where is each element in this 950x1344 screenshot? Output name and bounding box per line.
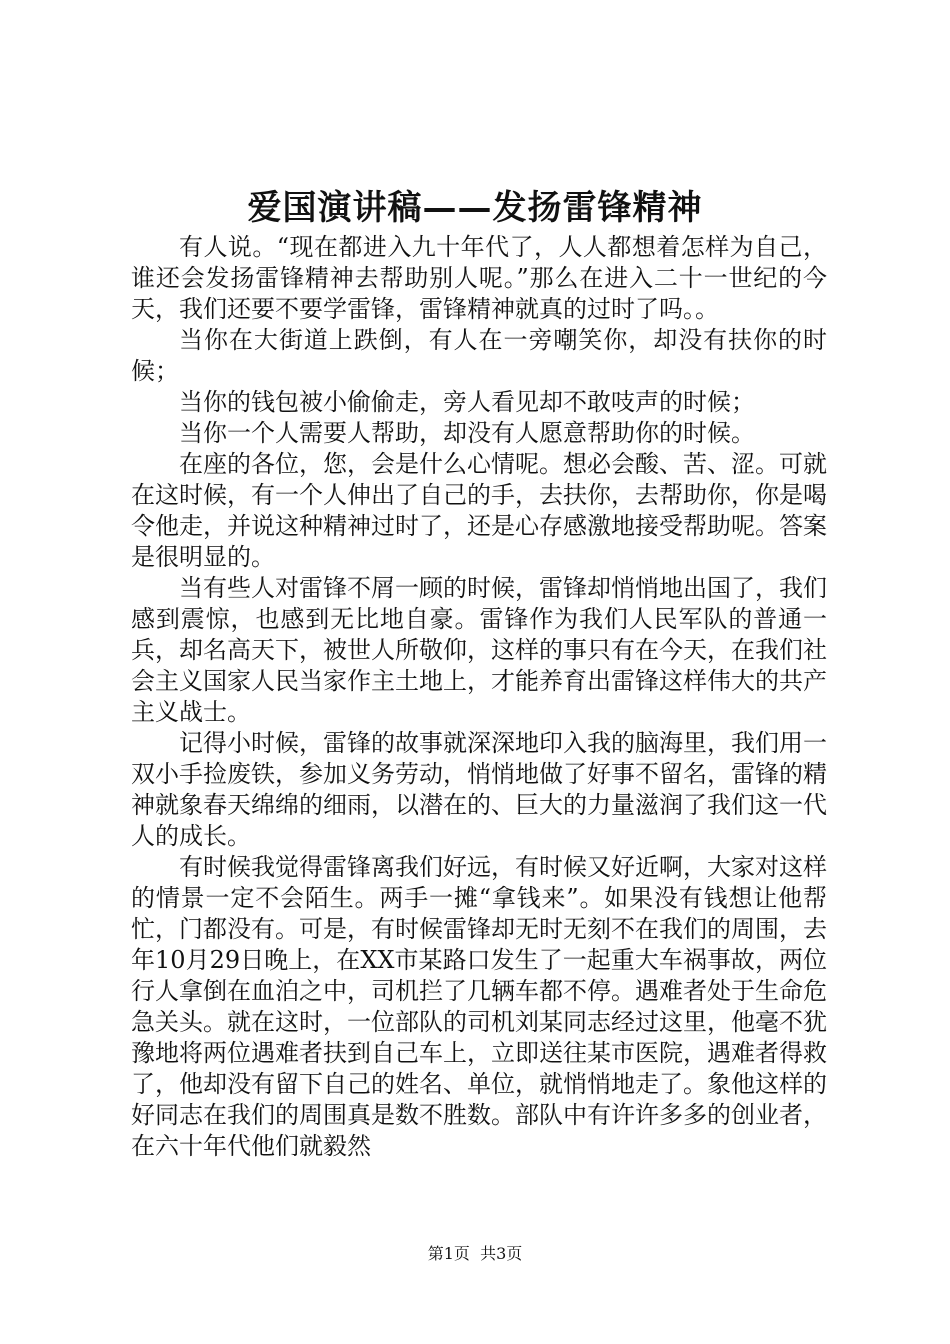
document-body	[131, 232, 827, 1162]
document-title: 爱国演讲稿——发扬雷锋精神	[247, 188, 703, 228]
footer-separator	[470, 1244, 480, 1263]
paragraph-1: 有人说。“现在都进入九十年代了，人人都想着怎样为自己，谁还会发扬雷锋精神去帮助别人呢。”那么在进入二十一世纪的今天，我们还要不要学雷锋，雷锋精神就真的过时了吗。。	[131, 233, 827, 323]
page-number-total: 共3页	[480, 1244, 523, 1263]
paragraph-7: 记得小时候，雷锋的故事就深深地印入我的脑海里，我们用一双小手捡废铁，参加义务劳动，悄悄地做了好事不留名，雷锋的精神就象春天绵绵的细雨，以潜在的、巨大的力量滋润了我们这一代人的成长。	[131, 729, 827, 850]
paragraph-5: 在座的各位，您，会是什么心情呢。想必会酸、苦、涩。可就在这时候，有一个人伸出了自己的手，去扶你，去帮助你，你是喝令他走，并说这种精神过时了，还是心存感激地接受帮助呢。答案是很明显的。	[131, 450, 827, 571]
paragraph-4: 当你一个人需要人帮助，却没有人愿意帮助你的时候。	[179, 419, 755, 447]
page-number-current: 第1页	[427, 1244, 470, 1263]
paragraph-8: 有时候我觉得雷锋离我们好远，有时候又好近啊，大家对这样的情景一定不会陌生。两手一摊“拿钱来”。如果没有钱想让他帮忙，门都没有。可是，有时候雷锋却无时无刻不在我们的周围，去年10月29日晚上，在XX市某路口发生了一起重大车祸事故，两位行人拿倒在血泊之中，司机拦了几辆车都不停。遇难者处于生命危急关头。就在这时，一位部队的司机刘某同志经过这里，他毫不犹豫地将两位遇难者扶到自己车上，立即送往某市医院，遇难者得救了，他却没有留下自己的姓名、单位，就悄悄地走了。象他这样的好同志在我们的周围真是数不胜数。部队中有许许多多的创业者，在六十年代他们就毅然	[131, 853, 827, 1160]
paragraph-3: 当你的钱包被小偷偷走，旁人看见却不敢吱声的时候；	[179, 388, 755, 416]
page-footer	[0, 1244, 950, 1264]
paragraph-2: 当你在大街道上跌倒，有人在一旁嘲笑你，却没有扶你的时候；	[131, 326, 827, 385]
paragraph-6: 当有些人对雷锋不屑一顾的时候，雷锋却悄悄地出国了，我们感到震惊，也感到无比地自豪。雷锋作为我们人民军队的普通一兵，却名高天下，被世人所敬仰，这样的事只有在今天，在我们社会主义国家人民当家作主土地上，才能养育出雷锋这样伟大的共产主义战士。	[131, 574, 827, 726]
